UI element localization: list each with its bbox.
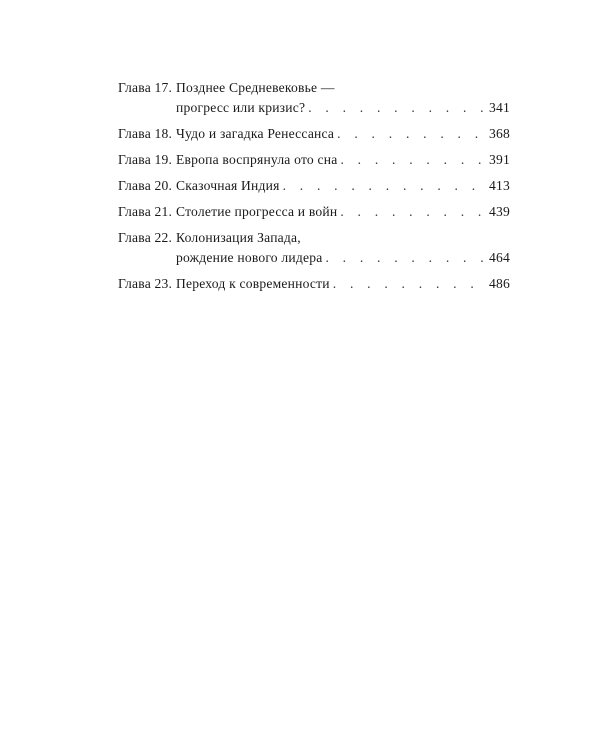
chapter-number: Глава 21. [118,204,173,219]
page-number: 486 [489,276,510,291]
dot-leader [308,98,486,118]
chapter-number: Глава 22. [118,230,173,245]
chapter-title-line: прогресс или кризис? [176,100,306,115]
chapter-number: Глава 17. [118,80,173,95]
page-number: 341 [489,100,510,115]
chapter-title-line: Сказочная Индия [176,178,280,193]
chapter-title-line: рождение нового лидера [176,250,323,265]
dot-leader [340,150,486,170]
chapter-title-line: Столетие прогресса и войн [176,204,338,219]
dot-leader [337,124,486,144]
toc-entry[interactable] [118,150,510,170]
page-number: 439 [489,204,510,219]
page-number: 368 [489,126,510,141]
toc-entry[interactable] [118,78,510,118]
chapter-title-line: Позднее Средневековье — [176,80,335,95]
toc-entry[interactable] [118,202,510,222]
chapter-title-line: Колонизация Запада, [176,230,301,245]
chapter-number: Глава 23. [118,276,173,291]
toc-entry[interactable] [118,274,510,294]
dot-leader [325,248,486,268]
chapter-title-line: Чудо и загадка Ренессанса [176,126,335,141]
chapter-number: Глава 18. [118,126,173,141]
toc-entry[interactable] [118,228,510,268]
toc-entry[interactable] [118,176,510,196]
table-of-contents [118,78,510,300]
dot-leader [333,274,486,294]
chapter-title-line: Переход к современности [176,276,330,291]
page-number: 391 [489,152,510,167]
toc-entry[interactable] [118,124,510,144]
page-number: 413 [489,178,510,193]
chapter-number: Глава 20. [118,178,173,193]
dot-leader [340,202,486,222]
chapter-number: Глава 19. [118,152,173,167]
chapter-title-line: Европа воспрянула ото сна [176,152,338,167]
dot-leader [283,176,486,196]
page-number: 464 [489,250,510,265]
